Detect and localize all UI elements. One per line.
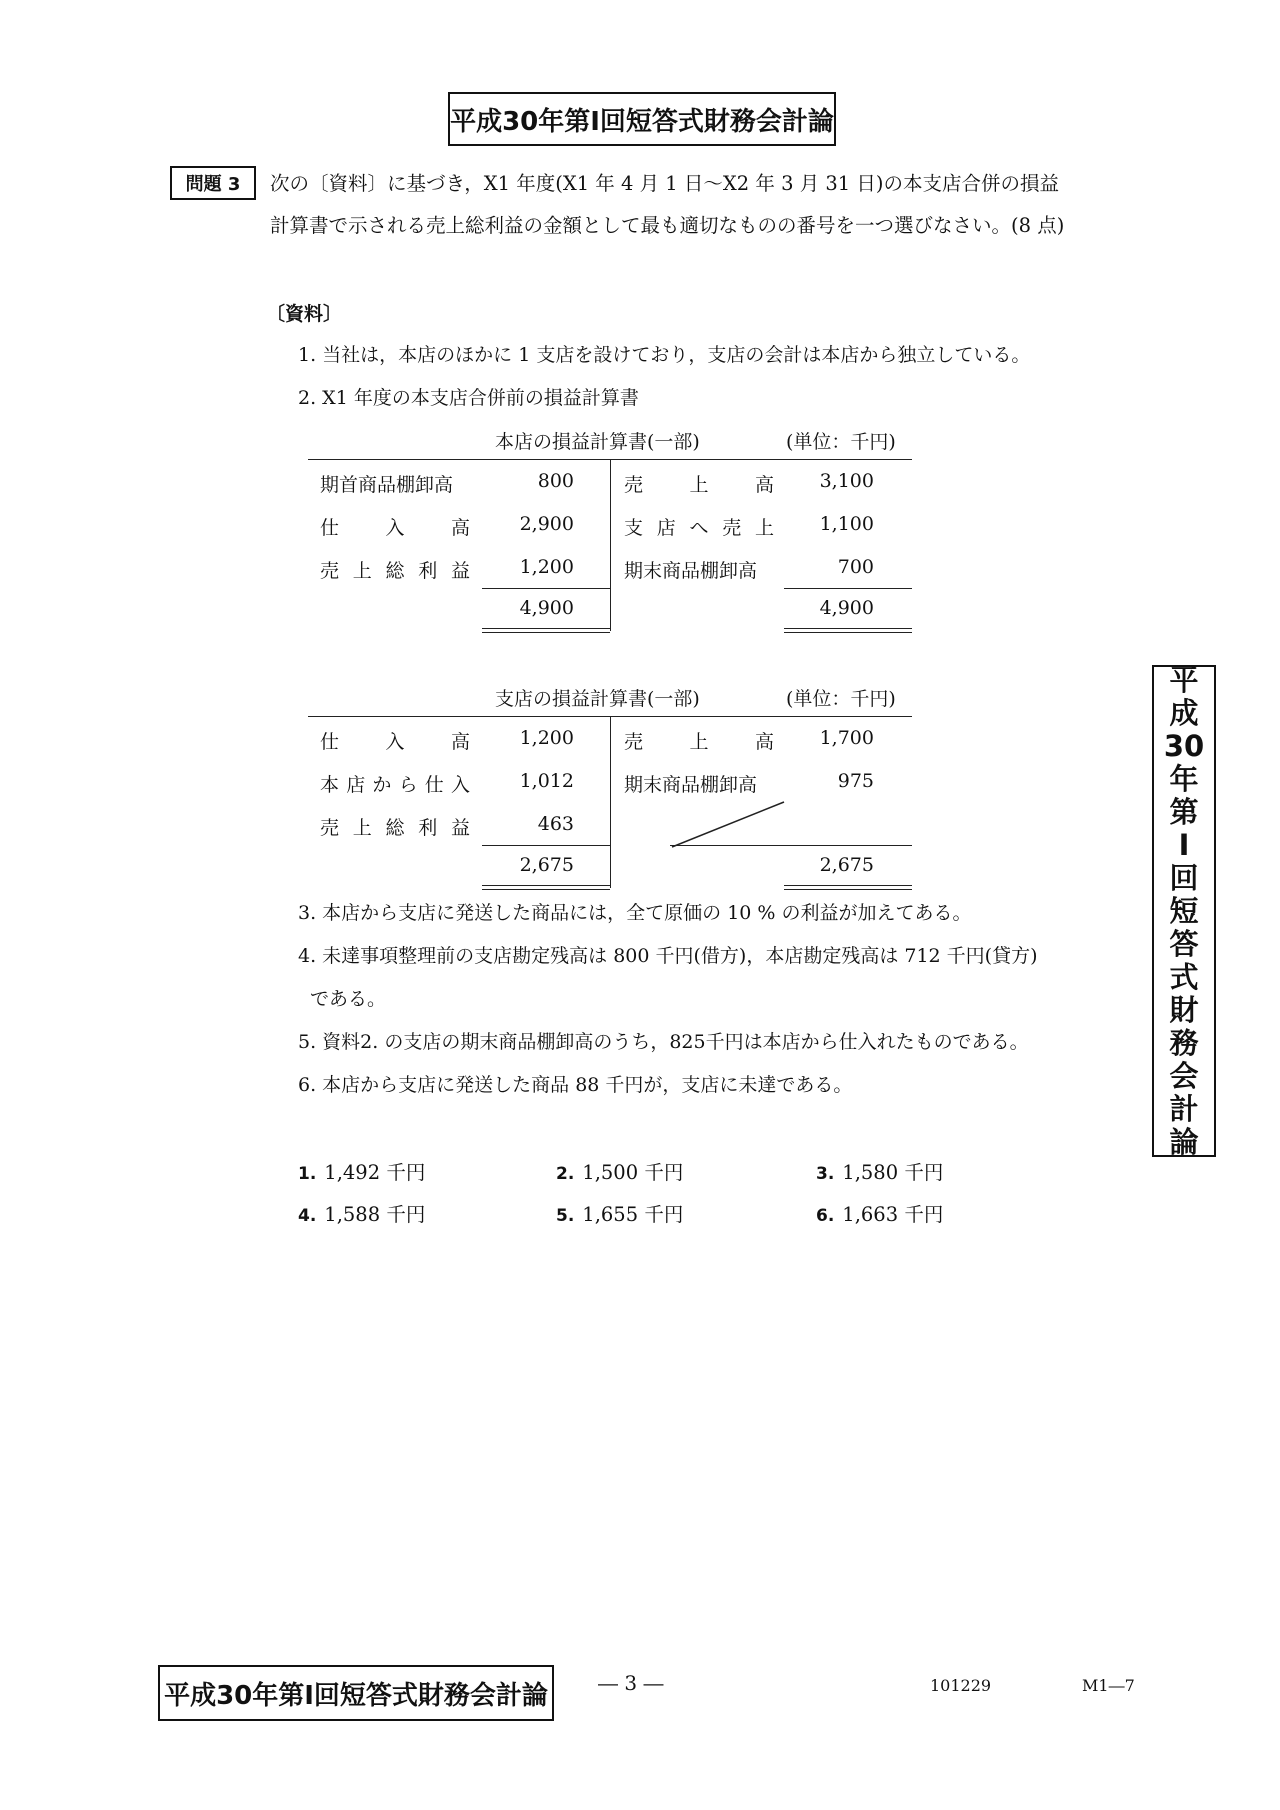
choice-number: 6. (816, 1206, 835, 1226)
debit-subtotal-rule (482, 845, 610, 846)
page-code: M1―7 (1082, 1676, 1135, 1695)
head-office-unit: (単位：千円) (786, 431, 896, 453)
choice-text: 1,663 千円 (842, 1203, 944, 1226)
choice-number: 1. (298, 1164, 317, 1184)
branch-credit-value-2: 975 (837, 770, 874, 792)
choice-text: 1,500 千円 (582, 1161, 684, 1184)
debit-total-double-rule (482, 628, 610, 633)
table-center-rule (610, 459, 611, 631)
head-credit-label-3: 期末商品棚卸高 (624, 560, 758, 582)
choice-text: 1,588 千円 (324, 1203, 426, 1226)
head-credit-total: 4,900 (819, 597, 874, 619)
branch-debit-label-3: 売 上 総 利 益 (320, 817, 470, 839)
choice-3 (816, 1157, 943, 1185)
choice-number: 2. (556, 1164, 575, 1184)
choice-text: 1,492 千円 (324, 1161, 426, 1184)
page-title: 平成30年第Ⅰ回短答式財務会計論 (448, 92, 836, 146)
choice-number: 4. (298, 1206, 317, 1226)
branch-credit-total: 2,675 (819, 854, 874, 876)
branch-debit-value-2: 1,012 (519, 770, 574, 792)
head-debit-value-2: 2,900 (519, 513, 574, 535)
choice-5 (556, 1199, 683, 1227)
branch-debit-total: 2,675 (519, 854, 574, 876)
head-debit-label-1: 期首商品棚卸高 (320, 474, 454, 496)
side-exam-label: 平 成 30 年 第 Ⅰ 回 短 答 式 財 務 会 計 論 (1152, 665, 1216, 1157)
head-debit-label-3: 売 上 総 利 益 (320, 560, 470, 582)
debit-subtotal-rule (482, 588, 610, 589)
choice-text: 1,655 千円 (582, 1203, 684, 1226)
credit-subtotal-rule (670, 845, 912, 846)
branch-credit-value-1: 1,700 (819, 727, 874, 749)
branch-debit-value-1: 1,200 (519, 727, 574, 749)
head-credit-label-2: 支 店 へ 売 上 (624, 517, 774, 539)
choice-number: 5. (556, 1206, 575, 1226)
page-number: ― 3 ― (598, 1671, 664, 1695)
head-office-table-title: 本店の損益計算書(一部) (495, 431, 700, 453)
choice-number: 3. (816, 1164, 835, 1184)
debit-total-double-rule (482, 885, 610, 890)
blank-cell-slash (670, 800, 786, 850)
branch-debit-label-1: 仕 入 高 (320, 731, 470, 753)
head-debit-value-3: 1,200 (519, 556, 574, 578)
credit-total-double-rule (784, 885, 912, 890)
credit-total-double-rule (784, 628, 912, 633)
choice-4 (298, 1199, 425, 1227)
head-credit-value-1: 3,100 (819, 470, 874, 492)
head-debit-total: 4,900 (519, 597, 574, 619)
note-item-4a: 4. 未達事項整理前の支店勘定残高は 800 千円(借方)，本店勘定残高は 712 千円(貸方) (298, 945, 1038, 967)
credit-subtotal-rule (784, 588, 912, 589)
head-debit-label-2: 仕 入 高 (320, 517, 470, 539)
branch-table-title: 支店の損益計算書(一部) (495, 688, 700, 710)
head-credit-value-2: 1,100 (819, 513, 874, 535)
material-item-1: 1. 当社は，本店のほかに 1 支店を設けており，支店の会計は本店から独立している。 (298, 344, 1031, 366)
head-credit-label-1: 売 上 高 (624, 474, 774, 496)
choice-text: 1,580 千円 (842, 1161, 944, 1184)
question-text-line2: 計算書で示される売上総利益の金額として最も適切なものの番号を一つ選びなさい。(8 点) (270, 214, 1065, 237)
footer-title: 平成30年第Ⅰ回短答式財務会計論 (158, 1665, 554, 1721)
note-item-3: 3. 本店から支店に発送した商品には，全て原価の 10 % の利益が加えてある。 (298, 902, 972, 924)
head-credit-value-3: 700 (837, 556, 874, 578)
choice-1 (298, 1157, 425, 1185)
note-item-6: 6. 本店から支店に発送した商品 88 千円が，支店に未達である。 (298, 1074, 853, 1096)
choice-6 (816, 1199, 943, 1227)
table-center-rule (610, 716, 611, 888)
branch-debit-label-2: 本 店 か ら 仕 入 (320, 774, 470, 796)
head-debit-value-1: 800 (537, 470, 574, 492)
material-item-2: 2. X1 年度の本支店合併前の損益計算書 (298, 387, 639, 409)
question-text-line1: 次の〔資料〕に基づき，X1 年度(X1 年 4 月 1 日～X2 年 3 月 31 日)の本支店合併の損益 (270, 172, 1060, 195)
branch-credit-label-2: 期末商品棚卸高 (624, 774, 758, 796)
note-item-5: 5. 資料2. の支店の期末商品棚卸高のうち，825千円は本店から仕入れたものである。 (298, 1031, 1029, 1053)
note-item-4b: である。 (310, 988, 387, 1010)
material-heading: 〔資料〕 (266, 303, 343, 325)
branch-unit: (単位：千円) (786, 688, 896, 710)
choice-2 (556, 1157, 683, 1185)
branch-debit-value-3: 463 (537, 813, 574, 835)
question-label: 問題 3 (170, 166, 256, 200)
exam-code: 101229 (930, 1676, 992, 1695)
branch-credit-label-1: 売 上 高 (624, 731, 774, 753)
